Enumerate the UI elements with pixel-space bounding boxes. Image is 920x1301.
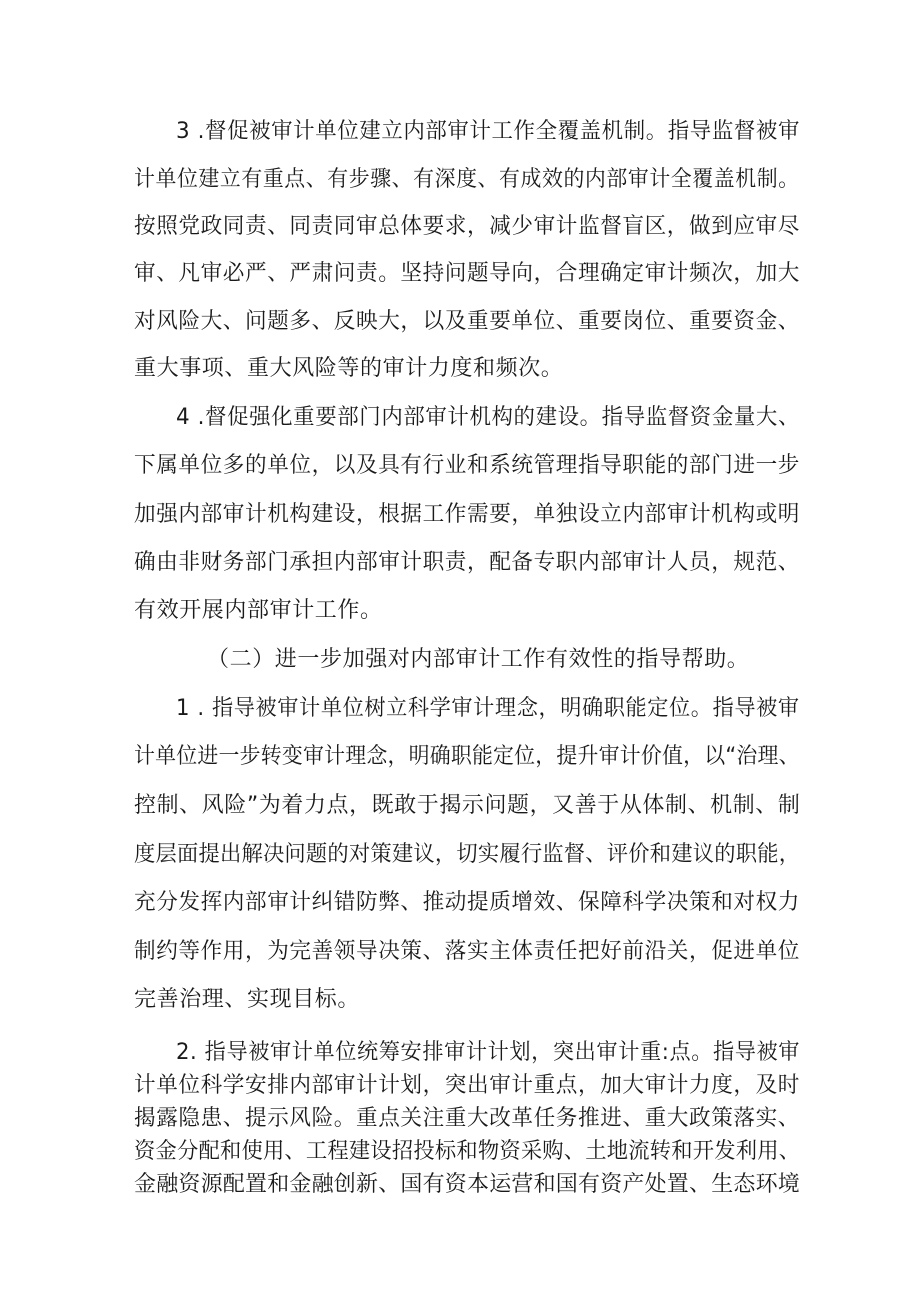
text-line: 资金分配和使用、工程建设招投标和物资采购、土地流转和开发利用、 [134, 1139, 801, 1164]
text-line: 充分发挥内部审计纠错防弊、推动提质增效、保障科学决策和对权力 [134, 890, 801, 915]
text-line: 计单位建立有重点、有步骤、有深度、有成效的内部审计全覆盖机制。 [134, 167, 800, 192]
text-line: 3 .督促被审计单位建立内部审计工作全覆盖机制。指导监督被审 [176, 119, 800, 144]
text-line: 计单位科学安排内部审计计划，突出审计重点，加大审计力度，及时 [134, 1073, 801, 1098]
text-line: 下属单位多的单位，以及具有行业和系统管理指导职能的部门进一步 [134, 453, 801, 478]
text-line: 审、凡审必严、严肃问责。坚持问题导向，合理确定审计频次，加大 [134, 261, 801, 286]
text-line: 4 .督促强化重要部门内部审计机构的建设。指导监督资金量大、 [176, 405, 800, 430]
text-line: 揭露隐患、提示风险。重点关注重大改革任务推进、重大政策落实、 [134, 1106, 801, 1131]
text-line: 重大事项、重大风险等的审计力度和频次。 [134, 356, 564, 381]
section-heading: （二）进一步加强对内部审计工作有效性的指导帮助。 [207, 647, 750, 672]
text-line: 制约等作用，为完善领导决策、落实主体责任把好前沿关，促进单位 [134, 939, 801, 964]
text-line: 有效开展内部审计工作。 [134, 598, 383, 623]
text-line: 1 . 指导被审计单位树立科学审计理念，明确职能定位。指导被审 [176, 696, 800, 721]
text-line: 对风险大、问题多、反映大，以及重要单位、重要岗位、重要资金、 [134, 309, 801, 334]
text-line: 2. 指导被审计单位统筹安排审计计划，突出审计重:点。指导被审 [176, 1040, 801, 1065]
text-line: 计单位进一步转变审计理念，明确职能定位，提升审计价值，以“治理、 [134, 744, 800, 769]
text-line: 加强内部审计机构建设，根据工作需要，单独设立内部审计机构或明 [134, 502, 801, 527]
text-line: 金融资源配置和金融创新、国有资本运营和国有资产处置、生态环境 [134, 1172, 801, 1197]
text-line: 按照党政同责、同责同审总体要求，减少审计监督盲区，做到应审尽 [134, 214, 801, 239]
text-line: 完善治理、实现目标。 [134, 987, 361, 1012]
text-line: 度层面提出解决问题的对策建议，切实履行监督、评价和建议的职能， [134, 842, 801, 867]
text-line: 控制、风险”为着力点，既敢于揭示问题，又善于从体制、机制、制 [134, 793, 801, 818]
text-line: 确由非财务部门承担内部审计职责，配备专职内部审计人员，规范、 [134, 550, 801, 575]
